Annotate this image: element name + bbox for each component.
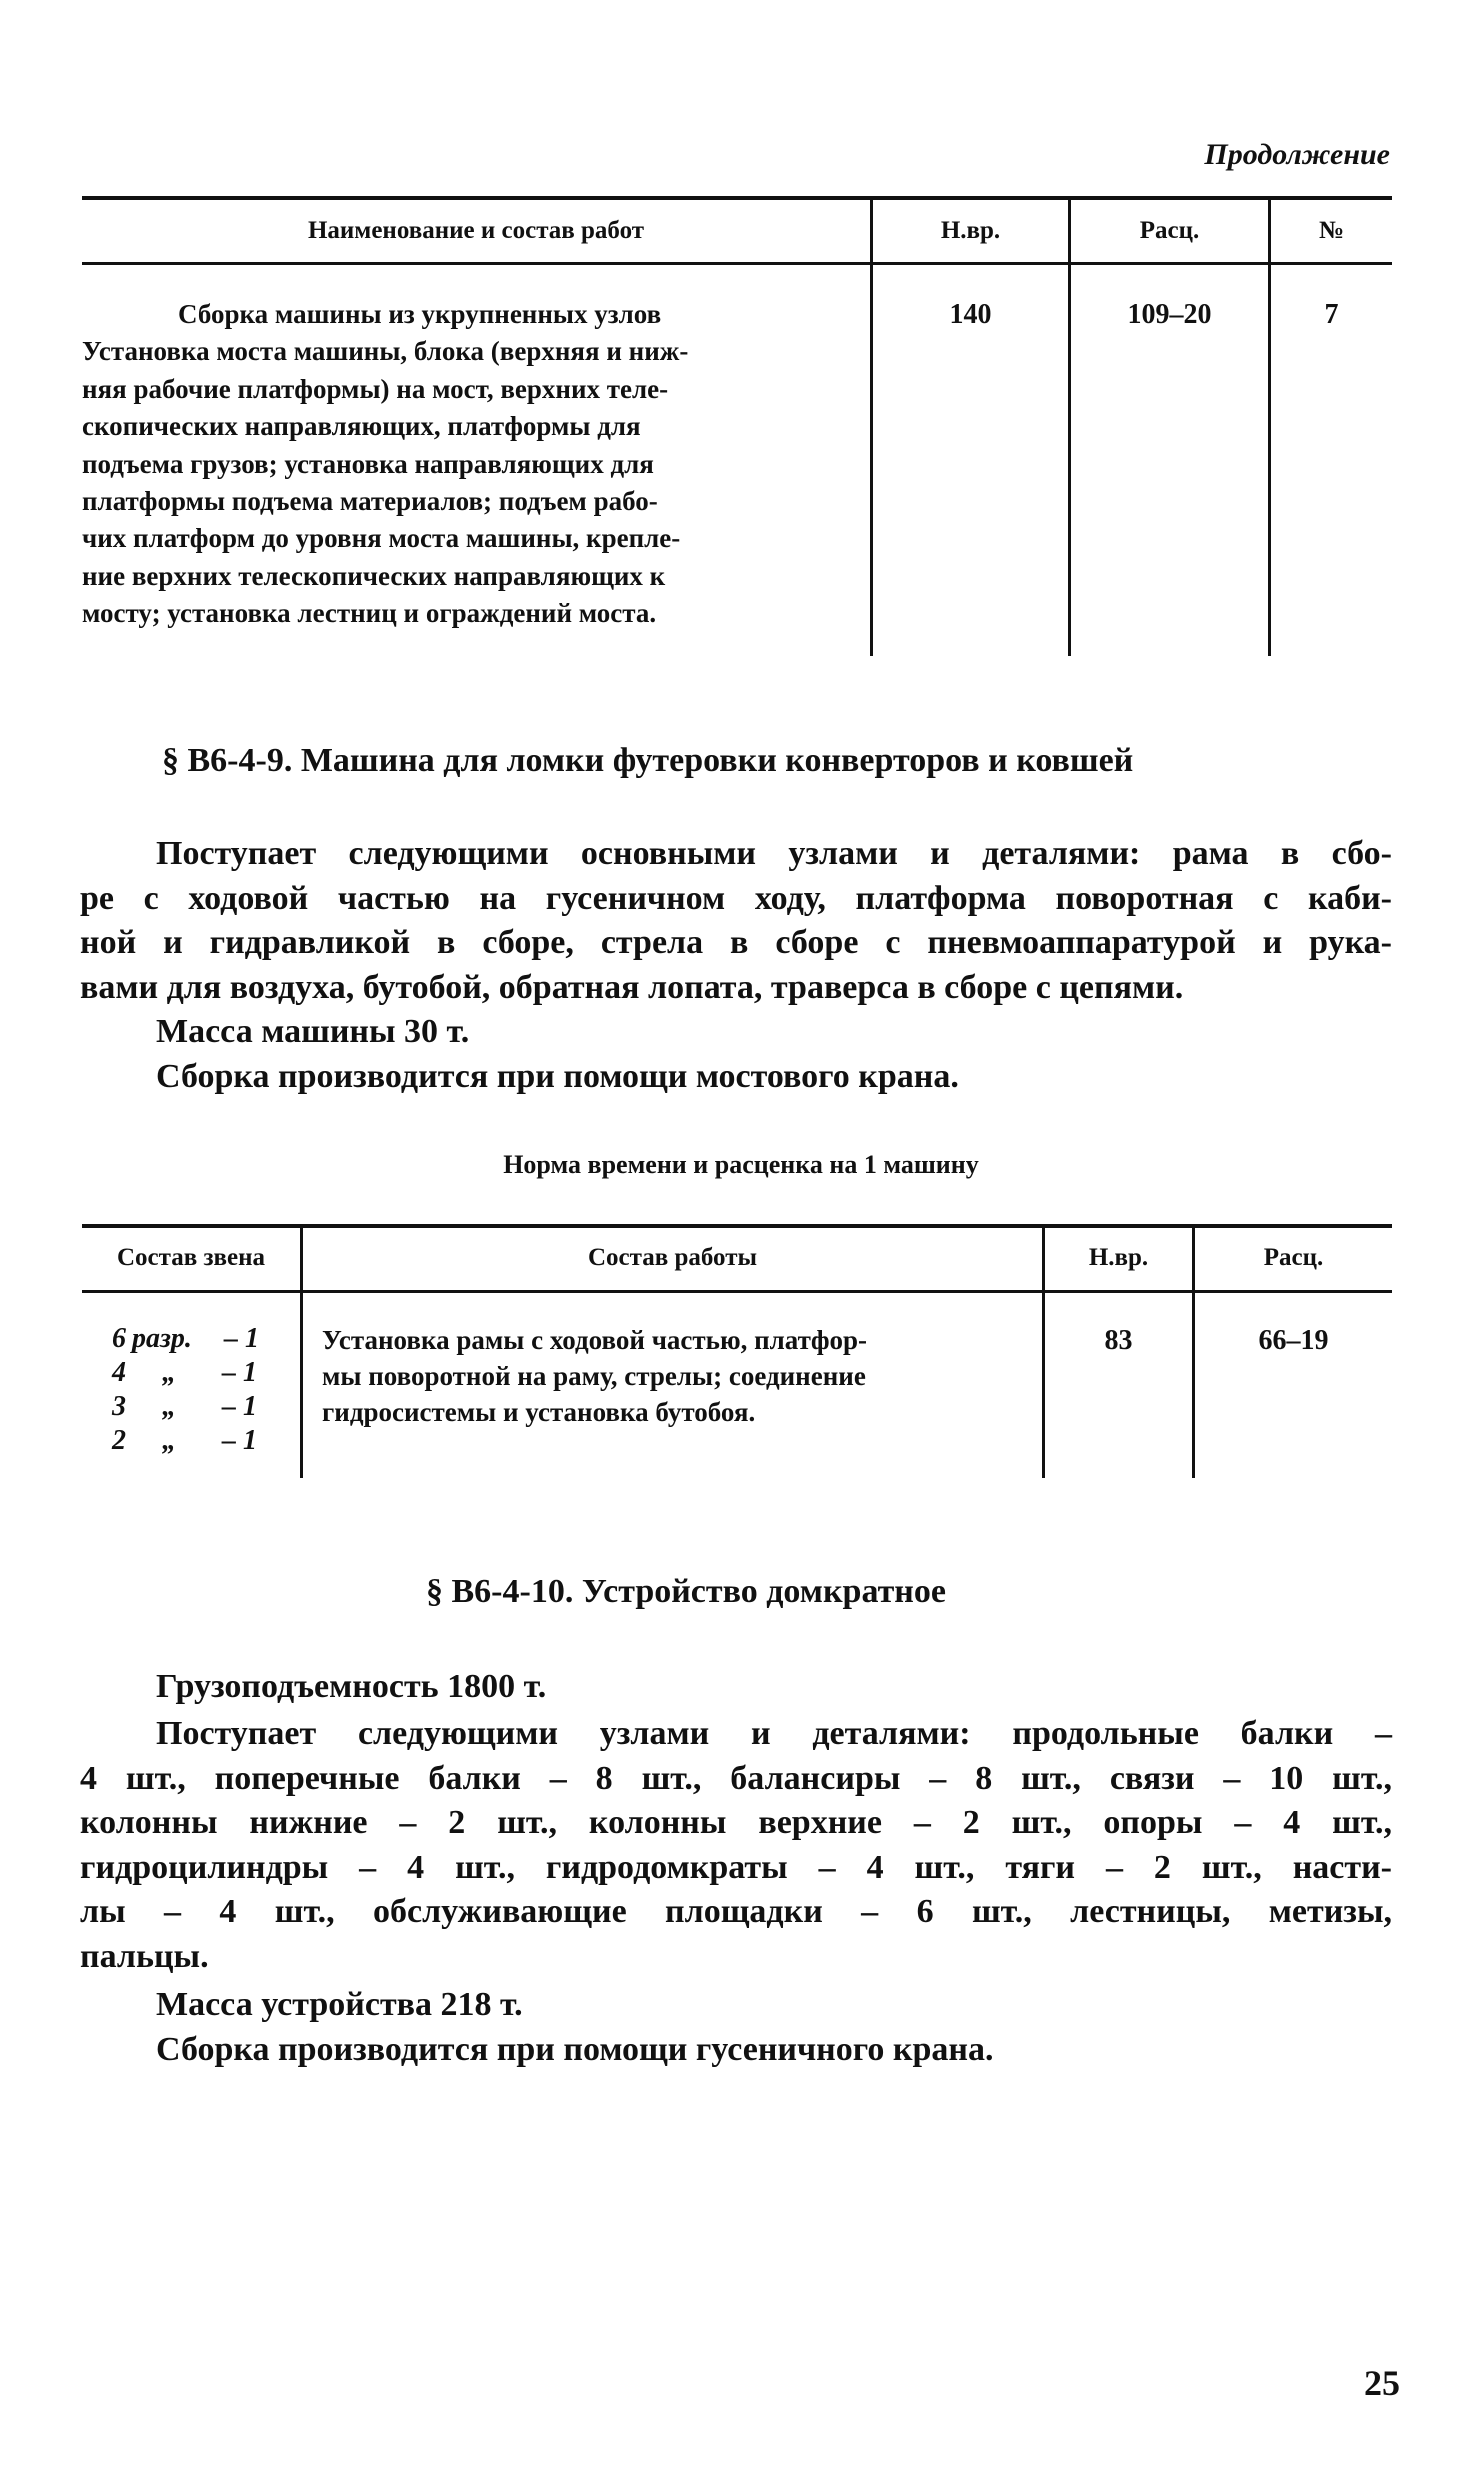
section-paragraph: [80, 1712, 1392, 1979]
crew-row: 2 „ – 1: [112, 1425, 257, 1456]
column-divider: [1268, 196, 1271, 656]
table-header-rule: [82, 1290, 1392, 1293]
header-work-name: Наименование и состав работ: [307, 217, 645, 244]
paragraph-line: лы – 4 шт., обслуживающие площадки – 6 шт., лестницы, метизы,: [80, 1893, 1392, 1930]
description-line: ние верхних телескопических направляющих к: [82, 560, 666, 591]
rate-value: 109–20: [1127, 299, 1212, 330]
header-crew: Состав звена: [116, 1244, 266, 1271]
description-line: гидросистемы и установка бутобоя.: [322, 1397, 756, 1427]
description-line: мосту; установка лестниц и ограждений моста.: [82, 598, 657, 629]
mass-line: Масса устройства 218 т.: [156, 1986, 523, 2023]
header-norm: Н.вр.: [1088, 1244, 1149, 1271]
norm-value: 83: [1104, 1325, 1133, 1356]
description-line: мы поворотной на раму, стрелы; соединение: [322, 1361, 866, 1391]
description-line: подъема грузов; установка направляющих для: [82, 448, 654, 479]
description-line: Установка рамы с ходовой частью, платфор-: [322, 1325, 868, 1355]
paragraph-line: Поступает следующими основными узлами и деталями: рама в сбо-: [156, 835, 1392, 872]
column-divider: [1068, 196, 1071, 656]
description-line: чих платформ до уровня моста машины, крепле-: [82, 523, 681, 554]
crew-row: 4 „ – 1: [112, 1357, 257, 1388]
header-number: №: [1318, 217, 1345, 244]
paragraph-line: Поступает следующими узлами и деталями: продольные балки –: [156, 1715, 1392, 1752]
crew-row: 3 „ – 1: [112, 1391, 257, 1422]
paragraph-line: 4 шт., поперечные балки – 8 шт., балансиры – 8 шт., связи – 10 шт.,: [80, 1759, 1392, 1797]
description-line: няя рабочие платформы) на мост, верхних теле-: [82, 373, 669, 404]
paragraph-line: пальцы.: [80, 1937, 209, 1975]
description-line: скопических направляющих, платформы для: [82, 411, 641, 442]
capacity-line: Грузоподъемность 1800 т.: [156, 1668, 547, 1705]
crew-row: 6 разр. – 1: [112, 1323, 259, 1354]
description-line: платформы подъема материалов; подъем рабо-: [82, 486, 658, 517]
column-divider: [870, 196, 873, 656]
table-header-rule: [82, 262, 1392, 265]
description-line: Установка моста машины, блока (верхняя и ниж-: [82, 336, 689, 367]
continued-label: Продолжение: [1204, 138, 1390, 171]
paragraph-line: колонны нижние – 2 шт., колонны верхние – 2 шт., опоры – 4 шт.,: [80, 1804, 1392, 1841]
work-description: [82, 296, 844, 633]
paragraph-line: гидроцилиндры – 4 шт., гидродомкраты – 4 шт., тяги – 2 шт., насти-: [80, 1848, 1392, 1886]
header-work: Состав работы: [587, 1244, 758, 1271]
work-description: [322, 1322, 1022, 1430]
page-number: 25: [1364, 2363, 1400, 2403]
mass-line: Масса машины 30 т.: [156, 1013, 470, 1050]
header-rate: Расц.: [1263, 1244, 1324, 1271]
table-top-rule: [82, 1224, 1392, 1228]
header-rate: Расц.: [1139, 217, 1200, 244]
row-number: 7: [1324, 299, 1339, 330]
paragraph-line: вами для воздуха, бутобой, обратная лопата, траверса в сборе с цепями.: [80, 968, 1184, 1006]
paragraph-line: ной и гидравликой в сборе, стрела в сборе с пневмоаппаратурой и рука-: [80, 924, 1392, 961]
assembly-line: Сборка производится при помощи гусеничного крана.: [156, 2031, 994, 2068]
section-paragraph: [80, 832, 1392, 1010]
crew-list: [92, 1322, 282, 1458]
section-title: § В6-4-10. Устройство домкратное: [426, 1573, 946, 1610]
norm-value: 140: [949, 299, 992, 330]
norm-title: Норма времени и расценка на 1 машину: [503, 1150, 979, 1179]
paragraph-line: ре с ходовой частью на гусеничном ходу, платформа поворотная с каби-: [80, 879, 1392, 917]
rate-value: 66–19: [1258, 1325, 1329, 1356]
header-norm: Н.вр.: [940, 217, 1001, 244]
assembly-line: Сборка производится при помощи мостового крана.: [156, 1058, 959, 1095]
description-line: Сборка машины из укрупненных узлов: [178, 299, 662, 329]
table-top-rule: [82, 196, 1392, 200]
section-title: § В6-4-9. Машина для ломки футеровки конверторов и ковшей: [162, 742, 1134, 779]
